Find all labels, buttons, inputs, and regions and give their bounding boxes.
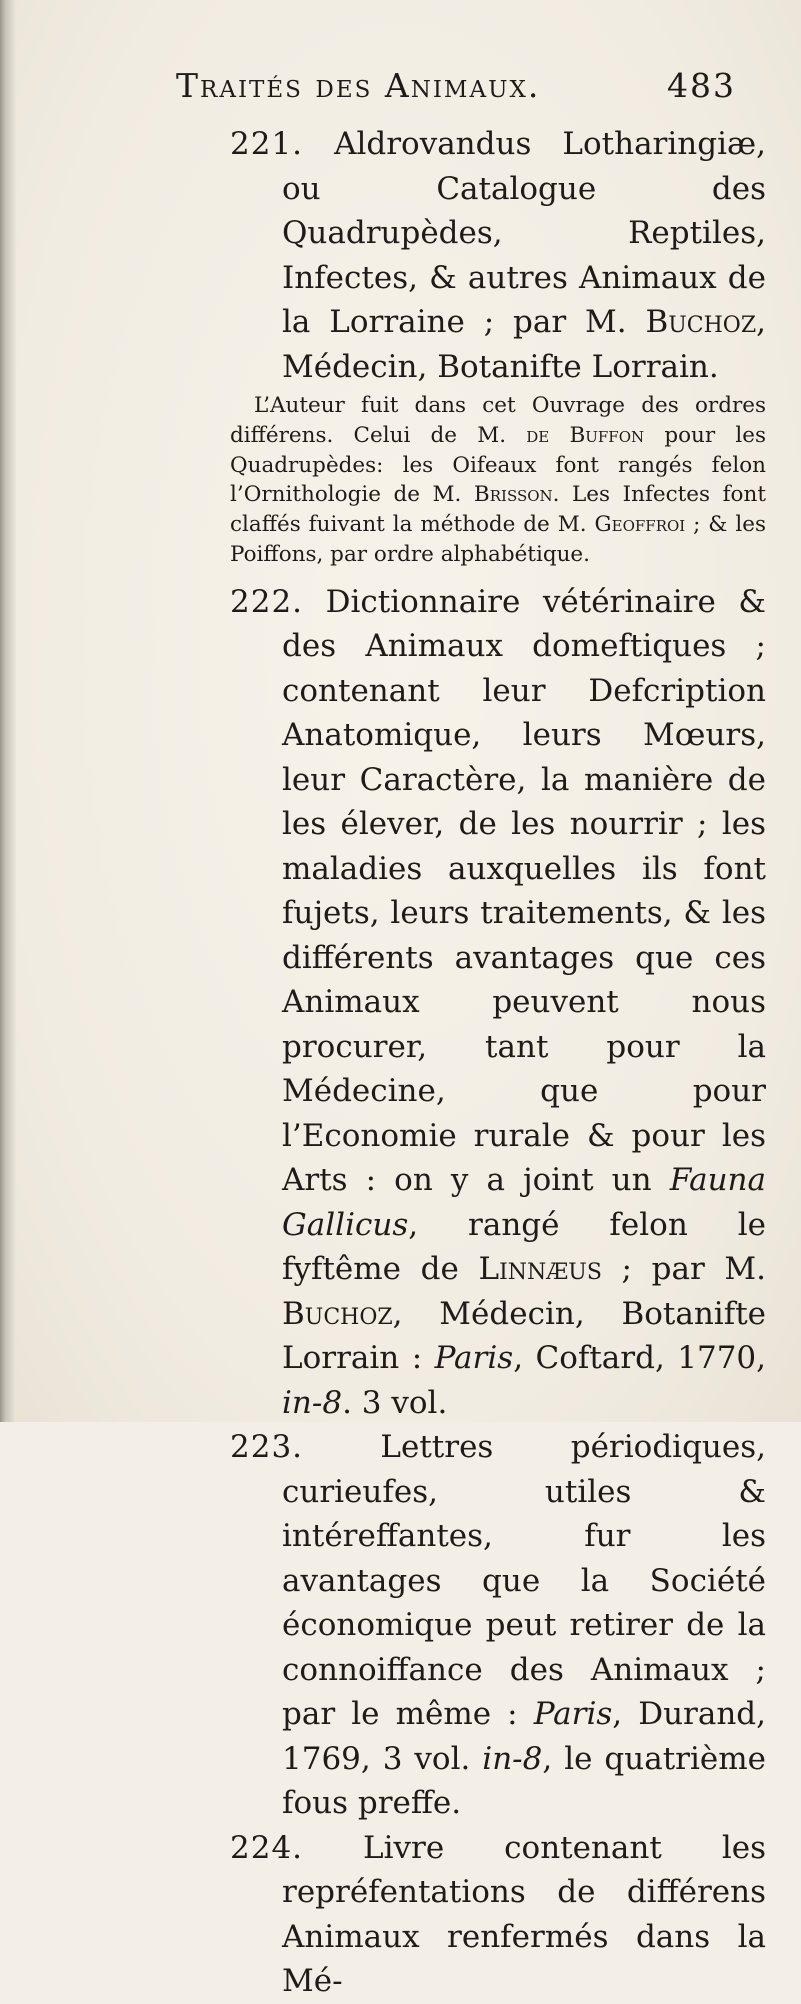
author-name: Linnæus (478, 1251, 602, 1288)
format: in-8 (282, 1384, 343, 1421)
running-head (176, 66, 736, 105)
entry-text: , rangé felon le fyftême de (282, 1206, 766, 1288)
catalog-entries (230, 122, 766, 2004)
entry-text: , Médecin, Botanifte Lorrain : (282, 1295, 766, 1377)
note-text: pour les Quadrupèdes: les Oifeaux font rangés felon l’Ornithologie de M. (230, 422, 766, 508)
entry-text: , le quatrième fous preffe. (282, 1740, 766, 1822)
note-text: L’Auteur fuit dans cet Ouvrage des ordres différens. Celui de M. (230, 393, 766, 448)
entry-text: ; par M. (601, 1251, 767, 1288)
entry-number: 223. (230, 1429, 304, 1466)
catalog-entry-223 (230, 1425, 766, 1826)
author-name: Buchoz (282, 1295, 393, 1332)
entry-text: Aldrovandus Lotharingiæ, ou Catalogue des Quadrupèdes, Reptiles, Infectes, & autres Animaux de la Lorraine ; par M. (282, 126, 766, 340)
author-name: Geoffroi (594, 512, 686, 538)
page-number: 483 (667, 66, 736, 105)
note-text: ; & les Poiffons, par ordre alphabétique. (230, 512, 766, 567)
entry-number: 221. (230, 126, 304, 162)
entry-text: , Médecin, Botanifte Lorrain. (282, 304, 766, 385)
imprint-place: Paris (434, 1340, 514, 1377)
entry-text: Livre contenant les repréfentations de différens Animaux renfermés dans la Mé- (282, 1829, 766, 2000)
author-name: de Buffon (526, 422, 645, 448)
catalog-entry-224 (230, 1826, 766, 2004)
page-gutter-shadow (0, 0, 16, 1422)
entry-number: 222. (230, 583, 304, 620)
entry-text: . 3 vol. (342, 1384, 448, 1421)
entry-text: , Durand, 1769, 3 vol. (282, 1696, 767, 1777)
entry-text: Dictionnaire vétérinaire & des Animaux domeftiques ; contenant leur Defcription Anatomique, leurs Mœurs, leur Caractère, la manière de les élever, de les nourrir ; les maladies auxquelles ils font fujets, leurs traitements, & les différents avantages que ces Animaux peuvent nous procurer, tant pour la Médecine, que pour l’Economie rurale & pour les Arts : on y a joint un (282, 583, 766, 1199)
author-name: Buchoz (645, 304, 757, 340)
italic-title: Fauna Gallicus (282, 1162, 766, 1243)
entry-number: 224. (230, 1829, 304, 1866)
catalog-entry-222 (230, 580, 766, 1426)
format: in-8 (482, 1740, 543, 1777)
imprint-place: Paris (533, 1696, 613, 1733)
running-head-title: Traités des Animaux. (176, 66, 541, 105)
entry-text: Lettres périodiques, curieufes, utiles & intéreffantes, fur les avantages que la Société économique peut retirer de la connoiffance des Animaux ; par le même : (282, 1429, 766, 1733)
entry-text: , Coftard, 1770, (513, 1340, 766, 1377)
catalog-entry-221 (230, 122, 766, 389)
entry-note-221 (230, 391, 766, 570)
author-name: Brisson (473, 482, 553, 508)
note-text: . Les Infectes font claffés fuivant la méthode de M. (230, 482, 766, 538)
